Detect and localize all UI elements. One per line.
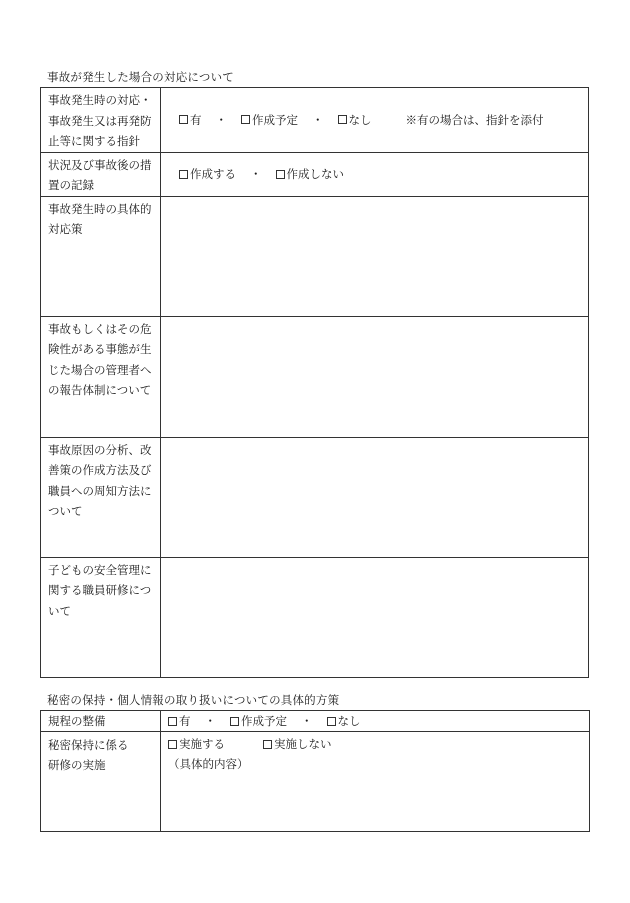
table-row	[41, 732, 590, 832]
separator-dot: ・	[301, 714, 313, 728]
regulation-label: 規程の整備	[48, 713, 106, 728]
accident-section-title: 事故が発生した場合の対応について	[47, 70, 234, 84]
checkbox-guideline-planned[interactable]	[241, 115, 250, 124]
option-label: 有	[190, 112, 202, 127]
confidentiality-training-options	[161, 732, 589, 752]
checkbox-regulation-yes[interactable]	[168, 717, 177, 726]
response-measures-label: 事故発生時の具体的対応策	[48, 201, 152, 236]
cause-analysis-label: 事故原因の分析、改善策の作成方法及び職員への周知方法について	[48, 442, 152, 518]
option-label: 作成予定	[241, 714, 287, 728]
option-label: 作成しない	[286, 167, 344, 181]
guideline-options	[161, 112, 588, 128]
accident-table	[40, 87, 589, 678]
option-label: なし	[337, 714, 361, 728]
confidentiality-training-label: 秘密保持に係る研修の実施	[48, 738, 129, 772]
checkbox-record-not-create[interactable]	[276, 170, 285, 179]
checkbox-guideline-none[interactable]	[338, 115, 347, 124]
checkbox-training-not-implement[interactable]	[263, 740, 272, 749]
training-detail-label: （具体的内容）	[168, 757, 249, 771]
separator-dot: ・	[204, 714, 216, 728]
option-label: 作成する	[190, 167, 236, 181]
checkbox-training-implement[interactable]	[168, 740, 177, 749]
privacy-table	[40, 710, 590, 832]
option-label: 作成予定	[252, 112, 298, 127]
record-label: 状況及び事故後の措置の記録	[48, 157, 152, 192]
checkbox-regulation-none[interactable]	[327, 717, 336, 726]
response-measures-field[interactable]	[161, 196, 589, 316]
option-label: 実施しない	[274, 737, 332, 751]
privacy-section-title: 秘密の保持・個人情報の取り扱いについての具体的方策	[47, 693, 340, 707]
regulation-options	[161, 713, 589, 729]
separator-dot: ・	[312, 112, 324, 127]
table-row	[41, 196, 589, 316]
checkbox-record-create[interactable]	[179, 170, 188, 179]
safety-training-field[interactable]	[161, 557, 589, 677]
table-row	[41, 316, 589, 437]
reporting-system-field[interactable]	[161, 316, 589, 437]
separator-dot: ・	[215, 112, 227, 127]
guideline-note: ※有の場合は、指針を添付	[405, 112, 544, 127]
option-label: 実施する	[179, 737, 225, 751]
checkbox-regulation-planned[interactable]	[230, 717, 239, 726]
table-row	[41, 557, 589, 677]
separator-dot: ・	[250, 167, 262, 181]
record-options	[161, 166, 588, 182]
table-row	[41, 152, 589, 196]
guideline-label: 事故発生時の対応・事故発生又は再発防止等に関する指針	[48, 93, 152, 148]
reporting-system-label: 事故もしくはその危険性がある事態が生じた場合の管理者への報告体制について	[48, 321, 152, 397]
option-label: 有	[179, 714, 191, 728]
safety-training-label: 子どもの安全管理に関する職員研修について	[48, 562, 152, 618]
checkbox-guideline-yes[interactable]	[179, 115, 188, 124]
table-row	[41, 88, 589, 153]
table-row	[41, 437, 589, 557]
table-row	[41, 711, 590, 732]
cause-analysis-field[interactable]	[161, 437, 589, 557]
option-label: なし	[348, 112, 372, 127]
